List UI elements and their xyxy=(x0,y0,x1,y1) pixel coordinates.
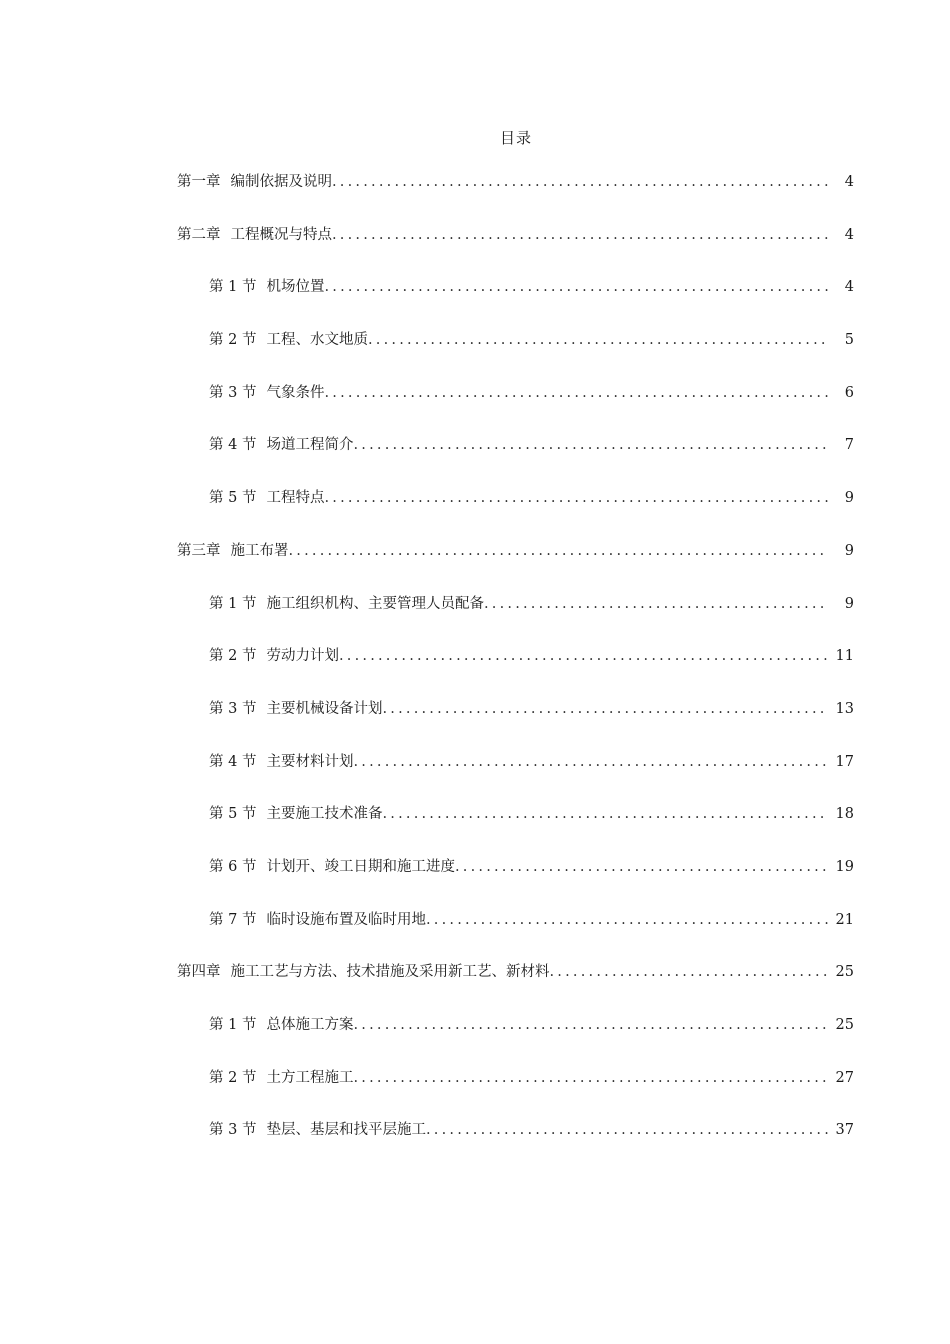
toc-entry-page: 17 xyxy=(835,753,854,770)
dot-leader xyxy=(339,646,828,666)
dot-leader xyxy=(353,435,828,455)
toc-entry-number: 第 3 节 xyxy=(209,700,257,717)
toc-entry-page: 9 xyxy=(844,595,854,612)
toc-entry-text: 土方工程施工 xyxy=(266,1069,354,1086)
toc-entry-number: 第二章 xyxy=(177,226,221,243)
toc-entry-number: 第 7 节 xyxy=(209,911,257,928)
toc-entry[interactable] xyxy=(0,1015,950,1068)
dot-leader xyxy=(324,277,828,297)
dot-leader xyxy=(353,1015,828,1035)
toc-entry-text: 临时设施布置及临时用地 xyxy=(266,911,426,928)
toc-entry-text: 施工布署 xyxy=(230,542,289,559)
toc-entry-text: 工程概况与特点 xyxy=(230,226,332,243)
dot-leader xyxy=(382,699,828,719)
toc-entry-page: 9 xyxy=(844,542,854,559)
toc-entry-number: 第四章 xyxy=(177,964,221,981)
toc-entry-page: 11 xyxy=(835,648,854,665)
dot-leader xyxy=(332,225,828,245)
toc-entry-number: 第 2 节 xyxy=(209,648,257,665)
toc-entry-page: 37 xyxy=(835,1122,854,1139)
toc-entry[interactable] xyxy=(0,594,950,647)
toc-entry-number: 第 1 节 xyxy=(209,1017,257,1033)
toc-entry[interactable] xyxy=(0,172,950,225)
toc-entry-text: 施工工艺与方法、技术措施及采用新工艺、新材料 xyxy=(230,964,550,981)
toc-entry[interactable] xyxy=(0,277,950,330)
toc-entry-text: 劳动力计划 xyxy=(266,648,339,665)
toc-entry-text: 主要机械设备计划 xyxy=(266,700,383,717)
dot-leader xyxy=(368,330,828,350)
toc-entry-page: 6 xyxy=(844,384,854,401)
toc-entry[interactable] xyxy=(0,1068,950,1121)
toc-entry-number: 第 4 节 xyxy=(209,437,257,454)
dot-leader xyxy=(484,594,828,614)
toc-entry-page: 4 xyxy=(844,226,854,243)
toc-entry-text: 气象条件 xyxy=(266,384,325,401)
toc-entry[interactable] xyxy=(0,804,950,857)
dot-leader xyxy=(550,962,829,982)
toc-entry-page: 19 xyxy=(835,858,854,875)
toc-entry-number: 第三章 xyxy=(177,542,221,559)
toc-entry-text: 施工组织机构、主要管理人员配备 xyxy=(266,595,484,612)
toc-entry-page: 9 xyxy=(844,490,854,507)
toc-entry[interactable] xyxy=(0,962,950,1015)
toc-entry-number: 第 1 节 xyxy=(209,279,257,296)
toc-entry-page: 13 xyxy=(835,700,854,717)
toc-entry[interactable] xyxy=(0,1120,950,1173)
dot-leader xyxy=(353,1068,828,1088)
dot-leader xyxy=(332,172,828,192)
toc-entry-page: 4 xyxy=(844,279,854,296)
toc-entry-number: 第 3 节 xyxy=(209,384,257,401)
toc-entry-text: 场道工程简介 xyxy=(266,437,354,454)
toc-entry-page: 4 xyxy=(844,174,854,190)
toc-entry-text: 机场位置 xyxy=(266,279,325,296)
toc-entry-number: 第一章 xyxy=(177,174,221,190)
toc-entry-page: 7 xyxy=(844,437,854,454)
toc-title: 目录 xyxy=(499,129,532,147)
toc-entry-number: 第 1 节 xyxy=(209,595,257,612)
toc-entry-text: 垫层、基层和找平层施工 xyxy=(266,1122,426,1139)
toc-entry[interactable] xyxy=(0,910,950,963)
dot-leader xyxy=(324,488,828,508)
dot-leader xyxy=(382,804,828,824)
toc-entry[interactable] xyxy=(0,752,950,805)
toc-entry[interactable] xyxy=(0,646,950,699)
toc-entry-page: 21 xyxy=(835,911,854,928)
toc-entry[interactable] xyxy=(0,699,950,752)
dot-leader xyxy=(324,383,828,403)
toc-entry-text: 工程特点 xyxy=(266,490,325,507)
dot-leader xyxy=(289,541,829,561)
toc-entry-number: 第 5 节 xyxy=(209,490,257,507)
toc-entry-page: 25 xyxy=(835,1017,854,1033)
toc-entry-page: 5 xyxy=(844,332,854,349)
toc-entry-text: 工程、水文地质 xyxy=(266,332,368,349)
toc-entry[interactable] xyxy=(0,383,950,436)
dot-leader xyxy=(353,752,828,772)
toc-entry-text: 主要施工技术准备 xyxy=(266,806,383,823)
toc-list xyxy=(0,172,950,1173)
toc-entry[interactable] xyxy=(0,488,950,541)
dot-leader xyxy=(426,910,828,930)
toc-entry-text: 编制依据及说明 xyxy=(230,174,332,190)
toc-entry[interactable] xyxy=(0,541,950,594)
toc-entry-page: 18 xyxy=(835,806,854,823)
toc-entry-page: 27 xyxy=(835,1069,854,1086)
toc-entry[interactable] xyxy=(0,330,950,383)
toc-entry-number: 第 5 节 xyxy=(209,806,257,823)
toc-entry-text: 计划开、竣工日期和施工进度 xyxy=(266,858,455,875)
toc-entry-number: 第 4 节 xyxy=(209,753,257,770)
toc-entry[interactable] xyxy=(0,435,950,488)
dot-leader xyxy=(455,857,828,877)
toc-entry-page: 25 xyxy=(835,964,854,981)
toc-entry[interactable] xyxy=(0,225,950,278)
toc-entry[interactable] xyxy=(0,857,950,910)
toc-entry-text: 主要材料计划 xyxy=(266,753,354,770)
toc-entry-number: 第 2 节 xyxy=(209,332,257,349)
toc-entry-number: 第 3 节 xyxy=(209,1122,257,1139)
toc-entry-text: 总体施工方案 xyxy=(266,1017,354,1033)
toc-entry-number: 第 2 节 xyxy=(209,1069,257,1086)
toc-entry-number: 第 6 节 xyxy=(209,858,257,875)
dot-leader xyxy=(426,1120,828,1140)
